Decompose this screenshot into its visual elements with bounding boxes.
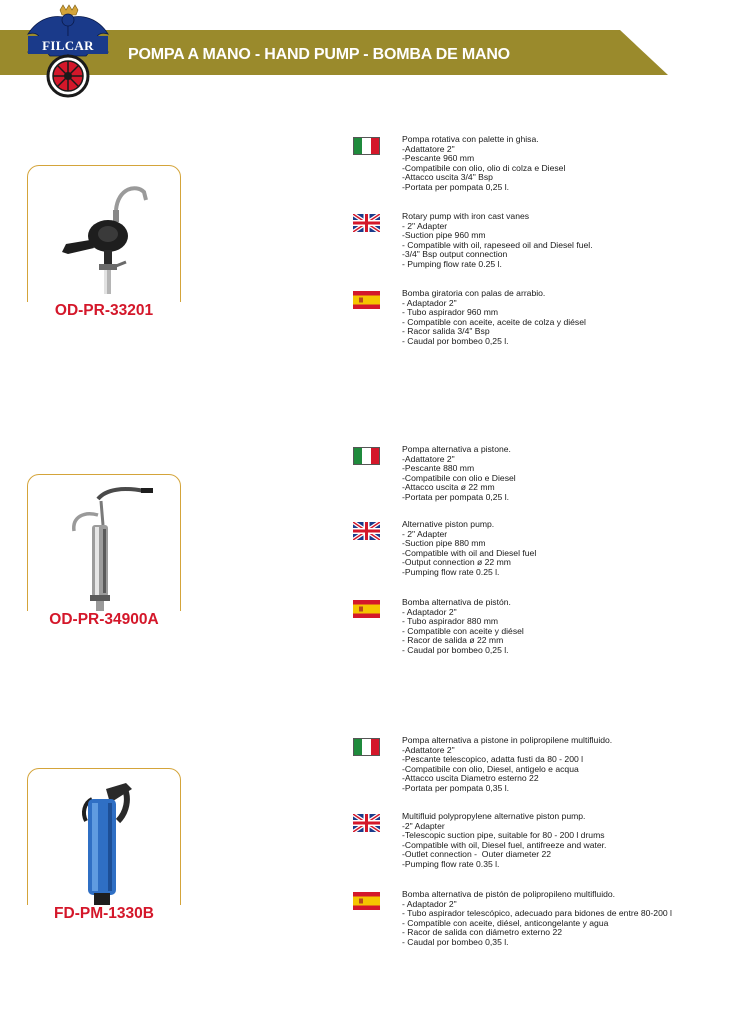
page-title: POMPA A MANO - HAND PUMP - BOMBA DE MANO — [128, 46, 510, 63]
product-card — [27, 165, 181, 320]
description-text: Alternative piston pump. - 2" Adapter -Suction pipe 880 mm -Compatible with oil and Diesel fuel -Output connection ø 22 mm -Pumping flow rate 0.25 l. — [402, 519, 537, 577]
description-text: Pompa alternativa a pistone in polipropilene multifluido. -Adattatore 2" -Pescante telescopico, adatta fusti da 80 - 200 l -Compatibile con olio, Diesel, antigelo e acqua -Attacco uscita Diametro esterno 22 -Portata per pompata 0,35 l. — [402, 735, 613, 793]
uk-flag-icon — [353, 214, 380, 232]
product-card — [27, 474, 181, 629]
spain-flag-icon — [353, 892, 380, 910]
product-code: OD-PR-34900A — [4, 611, 204, 629]
spain-flag-icon — [353, 291, 380, 309]
italy-flag-icon — [353, 447, 380, 465]
description-text: Multifluid polypropylene alternative piston pump. -2" Adapter -Telescopic suction pipe, suitable for 80 - 200 l drums -Compatible with oil, Diesel fuel, antifreeze and water. -Outlet connection - Outer diameter 22 -Pumping flow rate 0.35 l. — [402, 811, 607, 869]
description-text: Bomba giratoria con palas de arrabio. - Adaptador 2" - Tubo aspirador 960 mm - Compatible con aceite, aceite de colza y diésel - Racor salida 3/4" Bsp - Caudal por bombeo 0,25 l. — [402, 288, 586, 346]
rotary-pump-icon — [28, 166, 180, 319]
description-text: Bomba alternativa de pistón. - Adaptador 2" - Tubo aspirador 880 mm - Compatible con aceite y diésel - Racor de salida ø 22 mm - Caudal por bombeo 0,25 l. — [402, 597, 524, 655]
polypropylene-pump-icon — [28, 769, 180, 922]
description-text: Pompa alternativa a pistone. -Adattatore 2" -Pescante 880 mm -Compatibile con olio e Diesel -Attacco uscita ø 22 mm -Portata per pompata 0,25 l. — [402, 444, 516, 502]
spain-flag-icon — [353, 600, 380, 618]
product-code: FD-PM-1330B — [4, 905, 204, 923]
italy-flag-icon — [353, 137, 380, 155]
description-text: Rotary pump with iron cast vanes - 2" Adapter -Suction pipe 960 mm - Compatible with oil, rapeseed oil and Diesel fuel. -3/4" Bsp output connection - Pumping flow rate 0.25 l. — [402, 211, 593, 269]
description-text: Bomba alternativa de pistón de polipropileno multifluido. - Adaptador 2" - Tubo aspirador telescópico, adecuado para bidones de entre 80-200 l - Compatible con aceite, diésel, anticongelante y agua - Racor de salida con diámetro externo 22 - Caudal por bombeo 0,35 l. — [402, 889, 672, 947]
uk-flag-icon — [353, 814, 380, 832]
product-card — [27, 768, 181, 923]
piston-pump-icon — [28, 475, 180, 628]
description-text: Pompa rotativa con palette in ghisa. -Adattatore 2" -Pescante 960 mm -Compatibile con olio, olio di colza e Diesel -Attacco uscita 3/4" Bsp -Portata per pompata 0,25 l. — [402, 134, 566, 192]
italy-flag-icon — [353, 738, 380, 756]
brand-name: FILCAR — [42, 38, 94, 53]
uk-flag-icon — [353, 522, 380, 540]
product-code: OD-PR-33201 — [4, 302, 204, 320]
